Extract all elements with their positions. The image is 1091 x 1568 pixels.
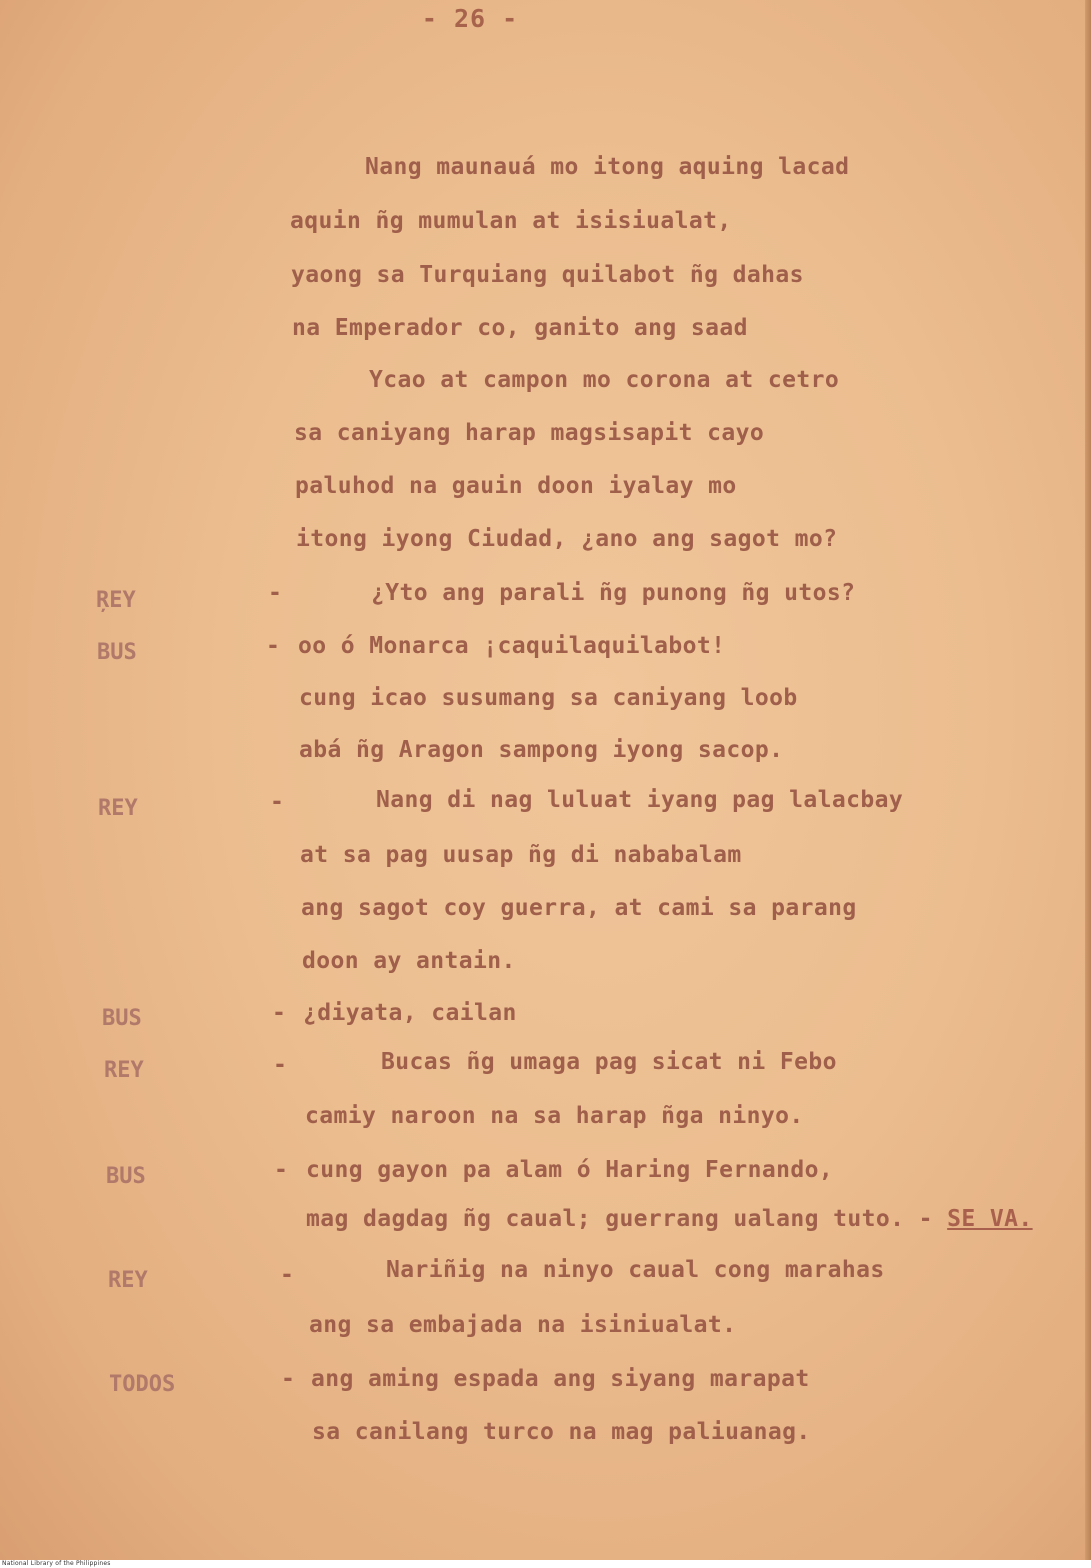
script-line: cung icao susumang sa caniyang loob [299,685,798,711]
script-line: Nariñig na ninyo caual cong marahas [386,1257,885,1283]
script-line: Bucas ñg umaga pag sicat ni Febo [381,1049,837,1075]
speaker-label: TODOS [109,1372,176,1397]
script-line-with-stage-direction [306,1206,1033,1232]
script-line: cung gayon pa alam ó Haring Fernando, [306,1157,834,1183]
script-line: mag dagdag ñg caual; guerrang ualang tuto. - [306,1206,933,1232]
speaker-label: ŖEY [96,588,136,613]
script-line: doon ay antain. [302,948,516,974]
speaker-label: BUS [97,640,137,665]
script-line: aquin ñg mumulan at isisiualat, [290,208,732,234]
script-line: ang aming espada ang siyang marapat [311,1366,810,1392]
script-line: abá ñg Aragon sampong iyong sacop. [299,737,784,763]
script-line: at sa pag uusap ñg di nababalam [300,842,742,868]
script-line: Nang di nag luluat iyang pag lalacbay [376,787,904,813]
speaker-dash: - [281,1366,295,1392]
script-line: paluhod na gauin doon iyalay mo [295,473,737,499]
stage-direction: SE VA. [947,1206,1033,1232]
script-line: ang sa embajada na isiniualat. [309,1312,737,1338]
script-line: ¿diyata, cailan [303,1000,517,1026]
speaker-dash: - [266,633,280,659]
page-edge [1085,0,1091,1560]
script-line: ¿Yto ang parali ñg punong ñg utos? [371,580,856,606]
speaker-label: BUS [106,1164,146,1189]
speaker-dash: - [280,1262,294,1288]
script-line: camiy naroon na sa harap ñga ninyo. [305,1103,804,1129]
footer-strip [0,1560,1091,1568]
script-line: ang sagot coy guerra, at cami sa parang [301,895,857,921]
footer-credit: National Library of the Philippines [2,1560,111,1567]
script-line: oo ó Monarca ¡caquilaquilabot! [298,633,726,659]
speaker-dash: - [273,1052,287,1078]
speaker-dash: - [268,580,282,606]
script-line: sa caniyang harap magsisapit cayo [294,420,765,446]
script-line: Ycao at campon mo corona at cetro [369,367,840,393]
speaker-dash: - [274,1157,288,1183]
script-line: Nang maunauá mo itong aquing lacad [365,154,850,180]
script-line: sa canilang turco na mag paliuanag. [312,1419,811,1445]
speaker-label: BUS [102,1006,142,1031]
script-line: itong iyong Ciudad, ¿ano ang sagot mo? [296,526,838,552]
page-number: - 26 - [421,4,519,33]
speaker-label: REY [108,1268,148,1293]
script-line: na Emperador co, ganito ang saad [292,315,748,341]
speaker-dash: - [270,789,284,815]
script-line: yaong sa Turquiang quilabot ñg dahas [291,262,804,288]
speaker-dash: - [272,1000,286,1026]
speaker-label: REY [104,1058,144,1083]
speaker-label: REY [98,796,138,821]
